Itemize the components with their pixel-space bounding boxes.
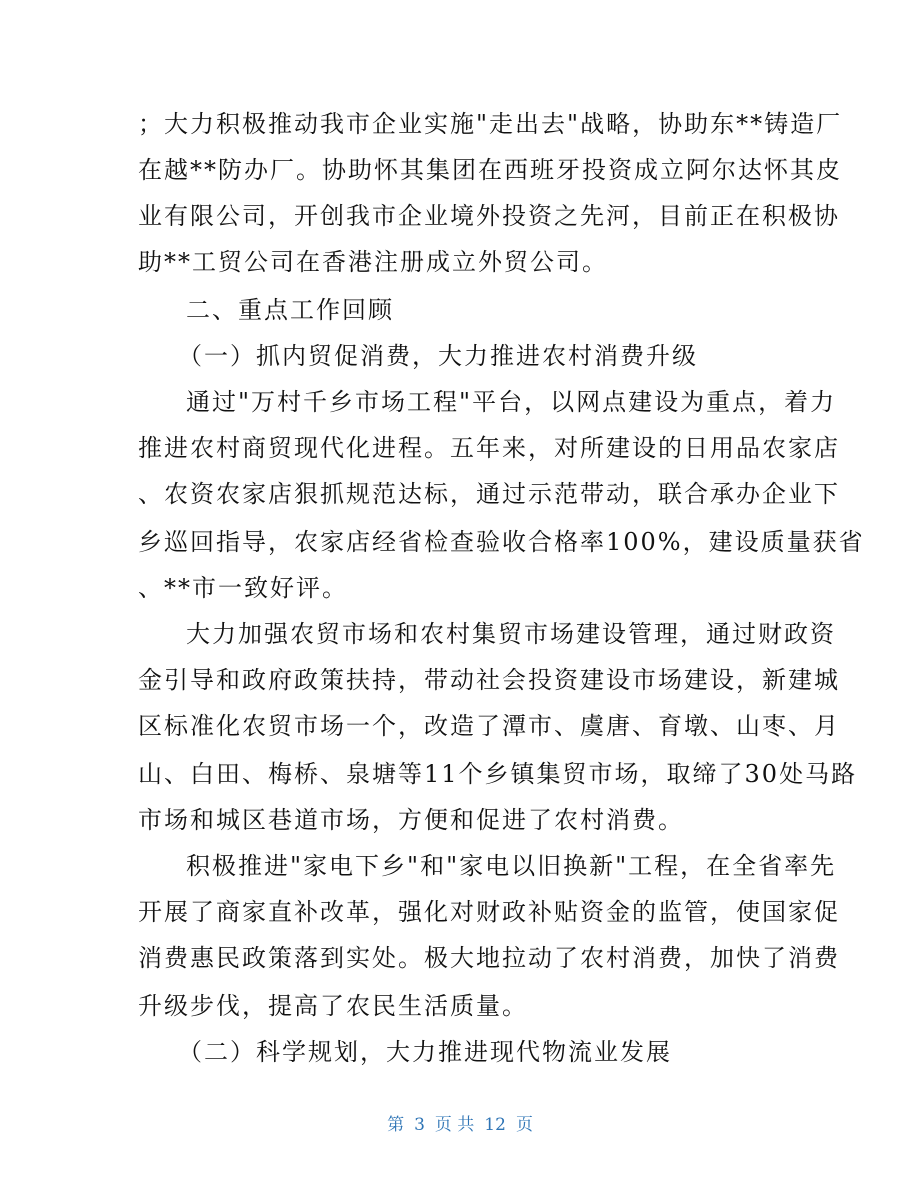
footer-label-page: 第 xyxy=(387,1115,405,1135)
text-line: 升级步伐，提高了农民生活质量。 xyxy=(138,992,528,1020)
footer-label-of: 页 共 xyxy=(434,1115,475,1135)
text-line: 、农资农家店狠抓规范达标，通过示范带动，联合承办企业下 xyxy=(138,480,840,508)
section-heading: 二、重点工作回顾 xyxy=(186,296,394,324)
text-line: 推进农村商贸现代化进程。五年来，对所建设的日用品农家店 xyxy=(138,434,840,462)
text-line: 在越**防办厂。协助怀其集团在西班牙投资成立阿尔达怀其皮 xyxy=(138,156,842,184)
subsection-heading: （二）科学规划，大力推进现代物流业发展 xyxy=(178,1038,672,1066)
total-pages-number: 12 xyxy=(484,1115,506,1135)
current-page-number: 3 xyxy=(414,1115,425,1135)
text-line: 业有限公司，开创我市企业境外投资之先河，目前正在积极协 xyxy=(138,202,840,230)
footer-label-end: 页 xyxy=(515,1115,533,1135)
text-line: ；大力积极推动我市企业实施"走出去"战略，协助东**铸造厂 xyxy=(138,110,843,138)
text-line: 山、白田、梅桥、泉塘等11个乡镇集贸市场，取缔了30处马路 xyxy=(138,760,858,788)
text-line: 通过"万村千乡市场工程"平台，以网点建设为重点，着力 xyxy=(186,388,837,416)
text-line: 乡巡回指导，农家店经省检查验收合格率100%，建设质量获省 xyxy=(138,528,865,556)
text-line: 区标准化农贸市场一个，改造了潭市、虞唐、育墩、山枣、月 xyxy=(138,712,840,740)
text-line: 金引导和政府政策扶持，带动社会投资建设市场建设，新建城 xyxy=(138,666,840,694)
text-line: 积极推进"家电下乡"和"家电以旧换新"工程，在全省率先 xyxy=(186,852,837,880)
text-line: 助**工贸公司在香港注册成立外贸公司。 xyxy=(138,248,608,276)
page-footer xyxy=(0,1110,920,1135)
text-line: 消费惠民政策落到实处。极大地拉动了农村消费，加快了消费 xyxy=(138,944,840,972)
text-line: 市场和城区巷道市场，方便和促进了农村消费。 xyxy=(138,806,684,834)
text-line: 、**市一致好评。 xyxy=(138,574,348,602)
text-line: 开展了商家直补改革，强化对财政补贴资金的监管，使国家促 xyxy=(138,898,840,926)
subsection-heading: （一）抓内贸促消费，大力推进农村消费升级 xyxy=(178,342,698,370)
text-line: 大力加强农贸市场和农村集贸市场建设管理，通过财政资 xyxy=(186,620,836,648)
